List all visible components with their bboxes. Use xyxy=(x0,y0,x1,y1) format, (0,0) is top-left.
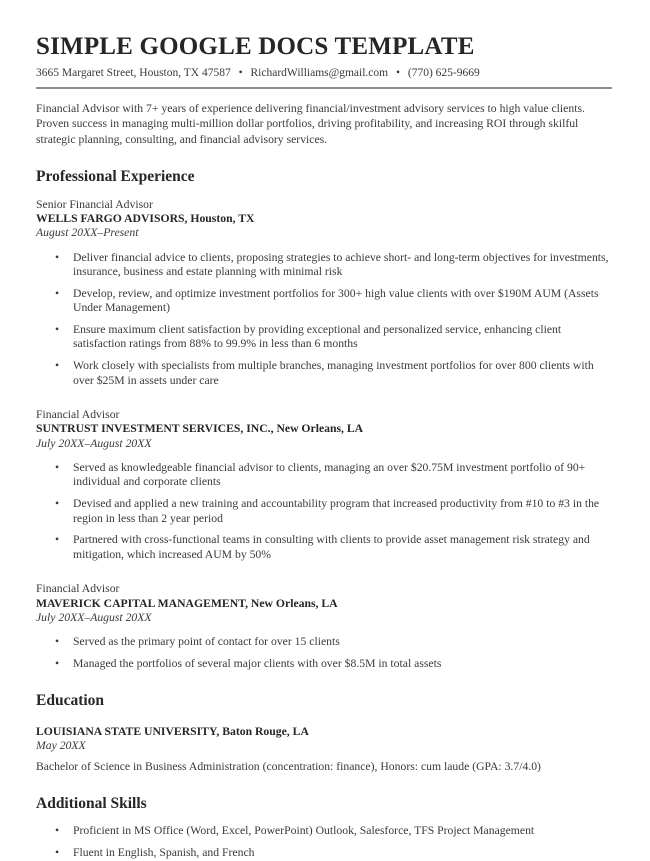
job-entry-wells-fargo xyxy=(36,198,612,388)
job-bullet-list xyxy=(36,635,612,671)
section-heading-education: Education xyxy=(36,692,105,710)
contact-line xyxy=(36,67,612,79)
section-professional-experience xyxy=(36,168,612,671)
bullet-item: • Managed the portfolios of several major clients with over $8.5M in total assets xyxy=(36,657,612,672)
bullet-item: • Partnered with cross-functional teams in consulting with clients to provide asset management risk strategy and mitigation, which increased AUM by 50% xyxy=(36,533,612,562)
contact-separator-dot: • xyxy=(395,67,400,79)
bullet-item: • Proficient in MS Office (Word, Excel, PowerPoint) Outlook, Salesforce, TFS Project Management xyxy=(36,824,612,839)
education-entry xyxy=(36,725,612,774)
section-education xyxy=(36,692,612,774)
job-entry-suntrust xyxy=(36,408,612,562)
job-bullet-list xyxy=(36,461,612,563)
job-dates: July 20XX–August 20XX xyxy=(36,436,152,450)
job-dates: July 20XX–August 20XX xyxy=(36,610,152,624)
education-dates: May 20XX xyxy=(36,739,86,753)
skills-bullet-list xyxy=(36,824,612,861)
job-company: SUNTRUST INVESTMENT SERVICES, INC., New Orleans, LA xyxy=(36,422,364,436)
section-heading-experience: Professional Experience xyxy=(36,167,195,185)
bullet-item: • Work closely with specialists from multiple branches, managing investment portfolios for over 800 clients with over $25M in assets under care xyxy=(36,359,612,388)
bullet-item: • Devised and applied a new training and accountability program that increased productivity from #10 to #3 in the region in less than 2 year period xyxy=(36,497,612,526)
job-title: Senior Financial Advisor xyxy=(36,197,153,211)
education-school: LOUISIANA STATE UNIVERSITY, Baton Rouge, LA xyxy=(36,725,309,739)
header-divider xyxy=(36,87,612,89)
job-company: WELLS FARGO ADVISORS, Houston, TX xyxy=(36,212,255,226)
bullet-item: • Ensure maximum client satisfaction by providing exceptional and personalized service, enhancing client satisfaction ratings from 88% to 99.9% in less than 6 months xyxy=(36,323,612,352)
resume-title: SIMPLE GOOGLE DOCS TEMPLATE xyxy=(36,33,475,60)
bullet-item: • Served as the primary point of contact for over 15 clients xyxy=(36,635,612,650)
job-company: MAVERICK CAPITAL MANAGEMENT, New Orleans, LA xyxy=(36,596,338,610)
section-heading-skills: Additional Skills xyxy=(36,794,147,812)
summary-paragraph: Financial Advisor with 7+ years of experience delivering financial/investment advisory services to high value clients. Proven success in managing multi-million dollar portfolios, driving profitability, and increasing ROI through skilful strategic planning, consulting, and financial advisory services. xyxy=(36,102,585,146)
education-degree: Bachelor of Science in Business Administration (concentration: finance), Honors: cum laude (GPA: 3.7/4.0) xyxy=(36,759,541,773)
section-additional-skills xyxy=(36,795,612,861)
bullet-item: • Develop, review, and optimize investment portfolios for 300+ high value clients with over $190M AUM (Assets Under Management) xyxy=(36,287,612,316)
bullet-item: • Fluent in English, Spanish, and French xyxy=(36,846,612,861)
job-dates: August 20XX–Present xyxy=(36,226,139,240)
contact-address: 3665 Margaret Street, Houston, TX 47587 xyxy=(36,67,231,79)
job-bullet-list xyxy=(36,251,612,389)
contact-separator-dot: • xyxy=(238,67,243,79)
contact-email: RichardWilliams@gmail.com xyxy=(250,67,389,79)
bullet-item: • Served as knowledgeable financial advisor to clients, managing an over $20.75M investment portfolio of 90+ individual and corporate clients xyxy=(36,461,612,490)
job-title: Financial Advisor xyxy=(36,408,120,422)
job-title: Financial Advisor xyxy=(36,582,120,596)
job-entry-maverick xyxy=(36,582,612,671)
bullet-item: • Deliver financial advice to clients, proposing strategies to achieve short- and long-term objectives for investments, insurance, business and estate planning with minimal risk xyxy=(36,251,612,280)
resume-header xyxy=(36,34,612,147)
contact-phone: (770) 625-9669 xyxy=(407,67,480,79)
